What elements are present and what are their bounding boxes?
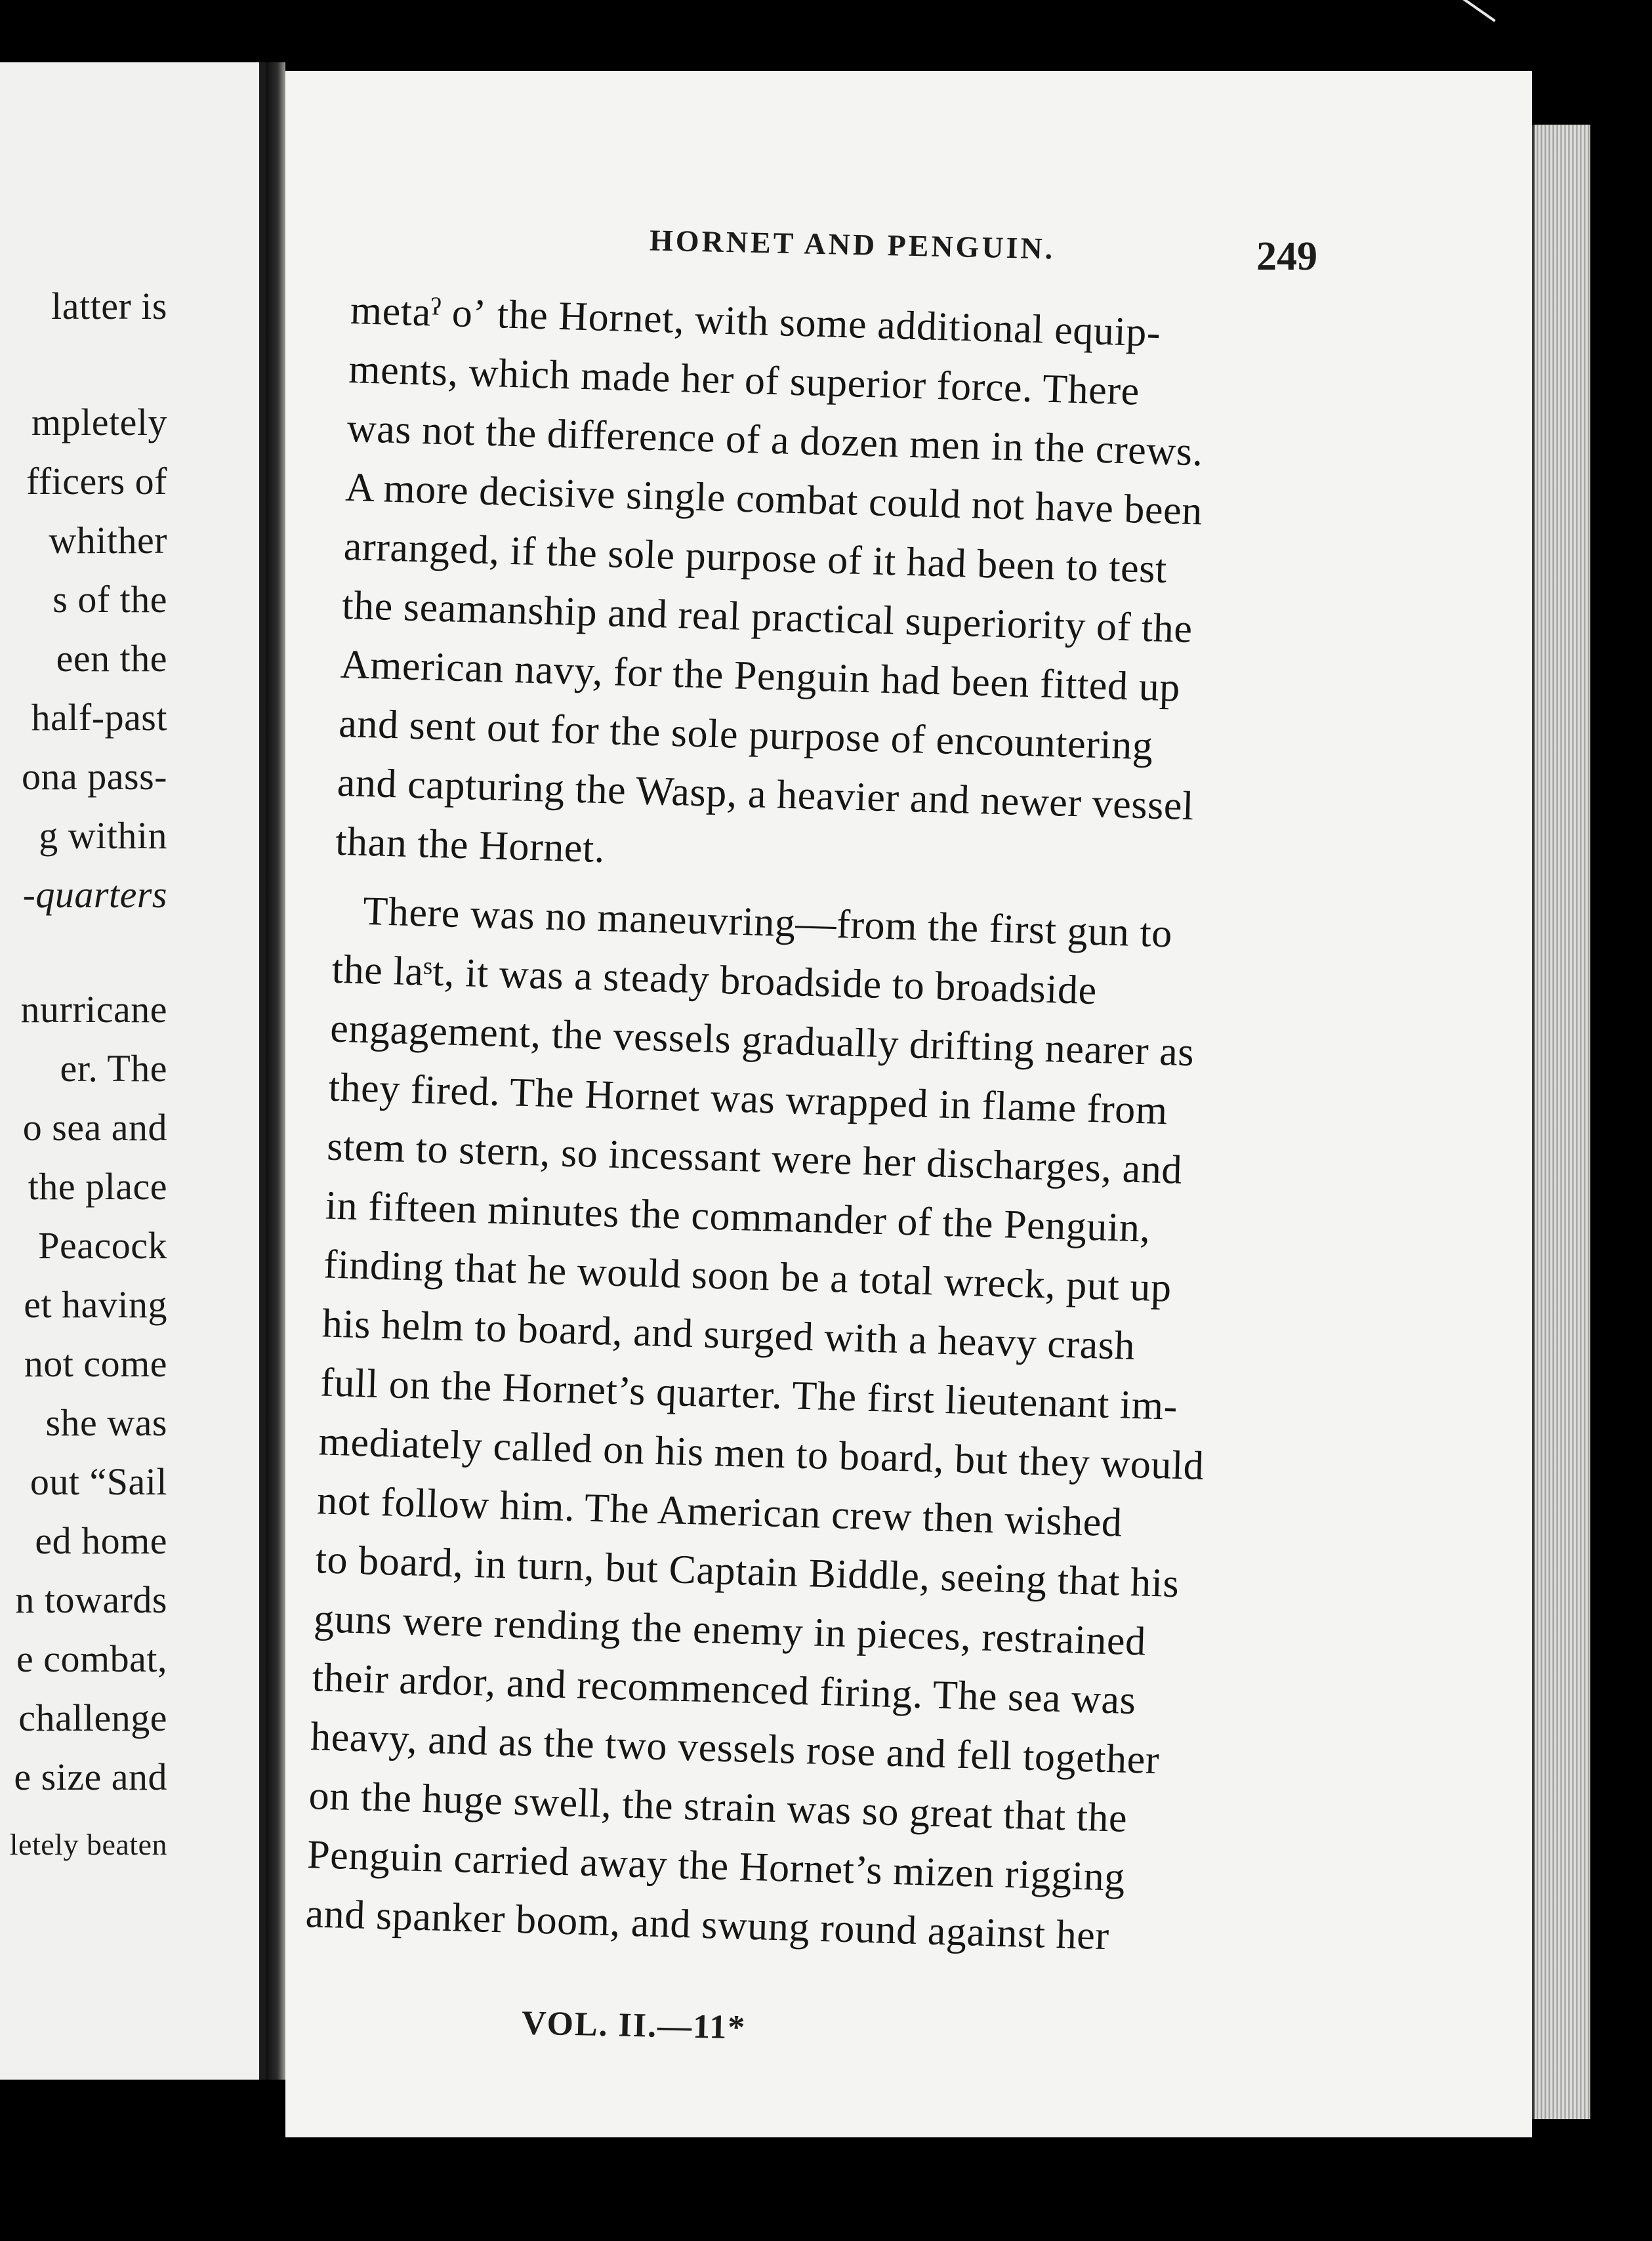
body-text [304, 287, 1282, 1959]
text-line: heavy, and as the two vessels rose and fell together [310, 1714, 1161, 1783]
text-line: was not the difference of a dozen men in the crews. [346, 405, 1204, 475]
scan-artifact [1456, 0, 1496, 22]
right-page [285, 71, 1532, 2137]
left-line: o sea and [22, 1106, 167, 1149]
text-line: Penguin carried away the Hornet’s mizen rigging [306, 1832, 1126, 1900]
left-line: Peacock [38, 1224, 167, 1267]
left-line: s of the [52, 578, 167, 621]
book-gutter [266, 62, 285, 2080]
left-line: g within [39, 814, 167, 857]
text-line: guns were rending the enemy in pieces, restrained [313, 1596, 1147, 1664]
left-line: een the [56, 637, 167, 680]
left-line: nurricane [20, 988, 167, 1031]
left-line: challenge [18, 1696, 167, 1739]
text-line: finding that he would soon be a total wreck, put up [323, 1242, 1172, 1311]
left-line: half-past [31, 696, 167, 739]
page-number: 249 [1256, 234, 1317, 279]
left-page-fragment [0, 62, 266, 2080]
text-line: ments, which made her of superior force. There [348, 346, 1140, 414]
left-line: et having [24, 1283, 167, 1326]
text-line: not follow him. The American crew then wished [316, 1478, 1123, 1546]
text-line: A more decisive single combat could not have been [344, 464, 1203, 534]
text-line: arranged, if the sole purpose of it had been to test [343, 524, 1168, 592]
text-line: full on the Hornet’s quarter. The first lieutenant im- [320, 1360, 1178, 1429]
text-line: engagement, the vessels gradually drifting nearer as [329, 1006, 1195, 1075]
left-line: mpletely [31, 401, 167, 443]
running-head: HORNET AND PENGUIN. [649, 223, 1056, 266]
text-line: they fired. The Hornet was wrapped in flame from [327, 1065, 1168, 1134]
text-line: and sent out for the sole purpose of encountering [338, 701, 1154, 769]
signature-mark: VOL. II.—11* [521, 2004, 747, 2047]
text-line: his helm to board, and surged with a heavy crash [321, 1301, 1136, 1368]
text-line: and capturing the Wasp, a heavier and newer vessel [336, 760, 1195, 829]
left-line: out “Sail [30, 1460, 167, 1503]
page-edges [1532, 125, 1590, 2119]
text-line: on the huge swell, the strain was so great that the [308, 1773, 1128, 1841]
text-line: metaˀ oʼ the Hornet, with some additional equip- [350, 287, 1162, 356]
left-line: not come [24, 1342, 167, 1385]
left-line: the place [28, 1165, 167, 1208]
left-line: she was [45, 1401, 167, 1444]
left-line: e combat, [16, 1637, 167, 1680]
text-line: stem to stern, so incessant were her discharges, and [326, 1124, 1184, 1193]
text-line: mediately called on his men to board, but they would [318, 1419, 1205, 1489]
page-header [285, 223, 1532, 279]
left-footnote-line: letely beaten [9, 1828, 167, 1861]
left-line: whither [49, 519, 167, 562]
left-line: fficers of [26, 460, 167, 503]
text-line: their ardor, and recommenced firing. The sea was [311, 1655, 1137, 1723]
text-line: in fifteen minutes the commander of the Penguin, [324, 1183, 1151, 1251]
text-line: than the Hornet. [335, 819, 606, 872]
text-line: the seamanship and real practical superiority of the [341, 583, 1193, 651]
text-line: the laˢt, it was a steady broadside to broadside [331, 947, 1098, 1014]
text-line: to board, in turn, but Captain Biddle, seeing that his [314, 1537, 1180, 1607]
left-line: latter is [51, 285, 167, 327]
text-line: and spanker boom, and swung round against her [304, 1891, 1110, 1959]
left-line: ed home [35, 1519, 167, 1562]
left-line: e size and [14, 1756, 167, 1798]
text-line: There was no maneuvring—from the first gun to [362, 888, 1173, 956]
left-line: ona pass- [22, 755, 167, 798]
text-line: American navy, for the Penguin had been fitted up [339, 642, 1181, 710]
left-line: er. The [60, 1047, 167, 1090]
left-line: n towards [15, 1578, 167, 1621]
left-line: -quarters [22, 873, 167, 916]
